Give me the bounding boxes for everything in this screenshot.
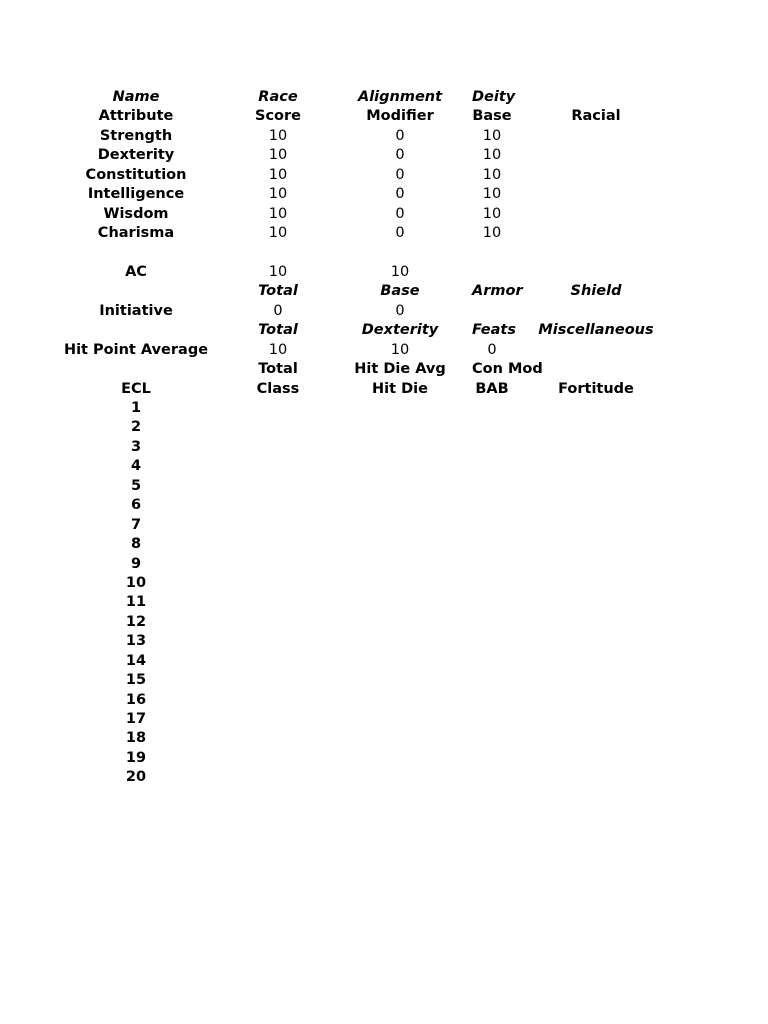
- cell-col-5[interactable]: [512, 671, 680, 690]
- cell-label[interactable]: 8: [130, 536, 142, 553]
- cell-label[interactable]: 17: [125, 711, 147, 727]
- cell-col-2[interactable]: 0: [273, 302, 283, 319]
- cell-col-2[interactable]: Class: [256, 380, 300, 397]
- cell-label[interactable]: 18: [125, 730, 147, 747]
- cell-label[interactable]: [44, 244, 228, 263]
- cell-col-5[interactable]: [512, 457, 680, 476]
- sheet-row: [44, 244, 684, 263]
- cell-col-5[interactable]: Fortitude: [558, 380, 634, 397]
- cell-col-5[interactable]: [512, 185, 680, 204]
- sheet-row: [44, 321, 684, 340]
- cell-col-2[interactable]: [228, 593, 328, 612]
- cell-col-3[interactable]: [328, 613, 472, 632]
- cell-col-2[interactable]: 10: [268, 263, 288, 280]
- cell-col-4[interactable]: 0: [487, 341, 497, 358]
- cell-label[interactable]: 2: [130, 419, 142, 436]
- cell-col-5[interactable]: [512, 127, 680, 146]
- character-sheet: [44, 88, 684, 788]
- cell-col-4[interactable]: 10: [482, 147, 502, 164]
- cell-col-5[interactable]: [512, 535, 680, 554]
- cell-col-4[interactable]: [472, 574, 512, 593]
- cell-col-2[interactable]: [228, 729, 328, 748]
- cell-label[interactable]: 20: [125, 769, 147, 786]
- cell-col-2[interactable]: 10: [268, 186, 288, 203]
- cell-col-2[interactable]: [228, 496, 328, 515]
- cell-col-3[interactable]: Alignment: [357, 89, 443, 105]
- sheet-row: [44, 438, 684, 457]
- cell-col-4[interactable]: 10: [482, 225, 502, 242]
- cell-col-5[interactable]: [512, 613, 680, 632]
- cell-col-5[interactable]: [512, 263, 680, 282]
- cell-col-5[interactable]: [512, 341, 680, 360]
- cell-col-4[interactable]: [472, 302, 512, 321]
- sheet-row: [44, 127, 684, 146]
- cell-col-4[interactable]: [472, 438, 512, 457]
- cell-col-4[interactable]: BAB: [475, 380, 509, 397]
- cell-col-3[interactable]: [328, 710, 472, 729]
- sheet-row: [44, 477, 684, 496]
- cell-col-3[interactable]: [328, 652, 472, 671]
- cell-col-5[interactable]: [512, 244, 680, 263]
- cell-col-3[interactable]: [328, 593, 472, 612]
- cell-col-5[interactable]: [512, 574, 680, 593]
- cell-col-3[interactable]: [328, 768, 472, 787]
- cell-label[interactable]: 16: [125, 691, 147, 708]
- sheet-row: [44, 768, 684, 787]
- cell-label[interactable]: Charisma: [97, 225, 175, 242]
- cell-col-3[interactable]: Modifier: [366, 108, 434, 125]
- cell-col-2[interactable]: [228, 671, 328, 690]
- cell-col-3[interactable]: [328, 418, 472, 437]
- cell-col-2[interactable]: Race: [258, 89, 298, 105]
- cell-col-5[interactable]: [512, 146, 680, 165]
- cell-col-3[interactable]: 10: [390, 263, 410, 280]
- cell-col-3[interactable]: [328, 496, 472, 515]
- sheet-row: [44, 593, 684, 612]
- cell-label[interactable]: Constitution: [85, 166, 187, 183]
- cell-col-5[interactable]: [512, 399, 680, 418]
- cell-label[interactable]: Hit Point Average: [63, 341, 209, 358]
- cell-col-4[interactable]: [472, 457, 512, 476]
- cell-col-3[interactable]: [328, 691, 472, 710]
- cell-col-2[interactable]: Total: [258, 322, 298, 339]
- sheet-row: [44, 457, 684, 476]
- sheet-row: [44, 399, 684, 418]
- cell-col-4[interactable]: [472, 729, 512, 748]
- cell-col-4[interactable]: Deity: [472, 89, 516, 105]
- cell-col-4[interactable]: [472, 710, 512, 729]
- cell-col-2[interactable]: Total: [258, 283, 298, 300]
- cell-col-2[interactable]: [228, 535, 328, 554]
- cell-label[interactable]: Name: [112, 89, 160, 105]
- cell-col-2[interactable]: [228, 418, 328, 437]
- sheet-row: [44, 282, 684, 301]
- sheet-row: [44, 360, 684, 379]
- cell-col-4[interactable]: [472, 496, 512, 515]
- cell-col-4[interactable]: [472, 632, 512, 651]
- sheet-row: [44, 88, 684, 107]
- sheet-row: [44, 496, 684, 515]
- cell-col-5[interactable]: Miscellaneous: [538, 322, 654, 339]
- sheet-row: [44, 691, 684, 710]
- sheet-row: [44, 516, 684, 535]
- cell-label[interactable]: ECL: [121, 380, 151, 397]
- sheet-row: [44, 380, 684, 399]
- cell-col-5[interactable]: [512, 768, 680, 787]
- cell-col-2[interactable]: [228, 691, 328, 710]
- cell-col-3[interactable]: [328, 477, 472, 496]
- cell-col-4[interactable]: 10: [482, 205, 502, 222]
- cell-col-3[interactable]: [328, 729, 472, 748]
- sheet-row: [44, 729, 684, 748]
- cell-col-5[interactable]: [512, 516, 680, 535]
- sheet-row: [44, 671, 684, 690]
- sheet-row: [44, 302, 684, 321]
- cell-col-4[interactable]: [472, 593, 512, 612]
- cell-label[interactable]: [44, 321, 228, 340]
- cell-col-2[interactable]: [228, 477, 328, 496]
- sheet-row: [44, 341, 684, 360]
- sheet-row: [44, 146, 684, 165]
- cell-col-4[interactable]: 10: [482, 127, 502, 144]
- cell-col-3[interactable]: [328, 399, 472, 418]
- cell-col-3[interactable]: [328, 749, 472, 768]
- cell-col-2[interactable]: [228, 613, 328, 632]
- cell-col-4[interactable]: [472, 516, 512, 535]
- cell-col-3[interactable]: [328, 535, 472, 554]
- cell-col-4[interactable]: [472, 691, 512, 710]
- cell-col-4[interactable]: [472, 671, 512, 690]
- cell-label[interactable]: 15: [125, 672, 147, 689]
- cell-col-3[interactable]: 0: [395, 127, 405, 144]
- cell-label[interactable]: 11: [125, 594, 147, 611]
- cell-col-5[interactable]: [512, 593, 680, 612]
- cell-col-2[interactable]: 10: [268, 127, 288, 144]
- cell-col-4[interactable]: 10: [482, 166, 502, 183]
- cell-label[interactable]: Intelligence: [87, 186, 185, 203]
- cell-label[interactable]: Wisdom: [103, 205, 169, 222]
- cell-label[interactable]: [44, 282, 228, 301]
- cell-col-4[interactable]: [472, 555, 512, 574]
- cell-col-3[interactable]: [328, 438, 472, 457]
- cell-col-5[interactable]: [512, 710, 680, 729]
- cell-col-4[interactable]: [472, 652, 512, 671]
- sheet-row: [44, 107, 684, 126]
- cell-label[interactable]: Attribute: [98, 108, 174, 125]
- cell-col-5[interactable]: [512, 224, 680, 243]
- cell-label[interactable]: 13: [125, 633, 147, 650]
- cell-col-2[interactable]: 10: [268, 225, 288, 242]
- cell-col-5[interactable]: [512, 555, 680, 574]
- cell-col-3[interactable]: 10: [390, 341, 410, 358]
- cell-col-5[interactable]: [512, 632, 680, 651]
- cell-label[interactable]: 12: [125, 613, 147, 630]
- cell-label[interactable]: 6: [130, 497, 142, 514]
- cell-col-2[interactable]: Score: [255, 108, 301, 125]
- cell-col-5[interactable]: [512, 477, 680, 496]
- sheet-row: [44, 555, 684, 574]
- cell-col-3[interactable]: [328, 555, 472, 574]
- cell-col-2[interactable]: [228, 749, 328, 768]
- cell-label[interactable]: 4: [130, 458, 142, 475]
- cell-label[interactable]: 14: [125, 652, 147, 669]
- cell-col-2[interactable]: 10: [268, 166, 288, 183]
- cell-col-2[interactable]: 10: [268, 147, 288, 164]
- cell-col-2[interactable]: Total: [258, 361, 298, 378]
- cell-col-4[interactable]: [472, 263, 512, 282]
- cell-label[interactable]: [44, 360, 228, 379]
- cell-col-5[interactable]: [512, 652, 680, 671]
- cell-label[interactable]: Strength: [99, 127, 173, 144]
- cell-col-5[interactable]: Shield: [570, 283, 622, 300]
- sheet-row: [44, 710, 684, 729]
- cell-col-5[interactable]: [512, 496, 680, 515]
- cell-col-4[interactable]: Feats: [472, 322, 516, 339]
- cell-col-3[interactable]: 0: [395, 205, 405, 222]
- sheet-row: [44, 185, 684, 204]
- cell-label[interactable]: Initiative: [99, 302, 173, 319]
- sheet-row: [44, 166, 684, 185]
- cell-col-3[interactable]: Hit Die: [372, 380, 428, 397]
- cell-col-2[interactable]: [228, 438, 328, 457]
- sheet-row: [44, 632, 684, 651]
- sheet-row: [44, 652, 684, 671]
- cell-col-4[interactable]: [472, 749, 512, 768]
- cell-col-2[interactable]: [228, 574, 328, 593]
- cell-col-2[interactable]: [228, 516, 328, 535]
- cell-col-2[interactable]: [228, 457, 328, 476]
- cell-col-4[interactable]: [472, 613, 512, 632]
- cell-col-4[interactable]: [472, 244, 512, 263]
- cell-col-4[interactable]: [472, 477, 512, 496]
- cell-col-3[interactable]: [328, 457, 472, 476]
- cell-col-2[interactable]: [228, 244, 328, 263]
- cell-label[interactable]: 19: [125, 749, 147, 766]
- cell-col-3[interactable]: Base: [380, 283, 420, 300]
- cell-col-3[interactable]: [328, 574, 472, 593]
- sheet-row: [44, 205, 684, 224]
- cell-col-4[interactable]: Con Mod: [472, 361, 543, 378]
- cell-label[interactable]: 10: [125, 574, 147, 591]
- cell-col-3[interactable]: 0: [395, 186, 405, 203]
- sheet-row: [44, 613, 684, 632]
- cell-col-2[interactable]: [228, 399, 328, 418]
- cell-label[interactable]: 1: [130, 400, 142, 416]
- cell-col-5[interactable]: [512, 166, 680, 185]
- cell-col-3[interactable]: [328, 516, 472, 535]
- cell-label[interactable]: 7: [130, 516, 142, 533]
- cell-col-5[interactable]: [512, 418, 680, 437]
- cell-col-5[interactable]: [512, 749, 680, 768]
- cell-col-4[interactable]: [472, 768, 512, 787]
- cell-col-5[interactable]: Racial: [571, 108, 621, 125]
- sheet-row: [44, 749, 684, 768]
- cell-col-2[interactable]: [228, 555, 328, 574]
- cell-col-5[interactable]: [512, 438, 680, 457]
- cell-col-3[interactable]: [328, 632, 472, 651]
- sheet-row: [44, 224, 684, 243]
- sheet-row: [44, 263, 684, 282]
- sheet-row: [44, 574, 684, 593]
- cell-col-5[interactable]: [512, 302, 680, 321]
- cell-label[interactable]: AC: [125, 263, 147, 280]
- cell-col-3[interactable]: [328, 671, 472, 690]
- cell-col-3[interactable]: Hit Die Avg: [354, 361, 446, 378]
- cell-col-3[interactable]: [328, 244, 472, 263]
- cell-col-3[interactable]: 0: [395, 166, 405, 183]
- cell-col-2[interactable]: 10: [268, 341, 288, 358]
- cell-col-5[interactable]: [512, 691, 680, 710]
- cell-col-2[interactable]: 10: [268, 205, 288, 222]
- cell-col-5[interactable]: [512, 360, 680, 379]
- cell-col-3[interactable]: 0: [395, 147, 405, 164]
- cell-col-4[interactable]: [472, 399, 512, 418]
- cell-col-4[interactable]: Armor: [472, 283, 523, 300]
- cell-col-2[interactable]: [228, 710, 328, 729]
- cell-col-5[interactable]: [512, 205, 680, 224]
- cell-label[interactable]: Dexterity: [97, 147, 175, 164]
- sheet-row: [44, 535, 684, 554]
- cell-col-2[interactable]: [228, 652, 328, 671]
- cell-col-5[interactable]: [512, 729, 680, 748]
- cell-col-4[interactable]: [472, 535, 512, 554]
- sheet-row: [44, 418, 684, 437]
- cell-label[interactable]: 9: [130, 555, 142, 572]
- cell-col-4[interactable]: [472, 418, 512, 437]
- cell-label[interactable]: 3: [130, 438, 142, 455]
- cell-col-3[interactable]: 0: [395, 302, 405, 319]
- cell-col-5[interactable]: [512, 88, 680, 107]
- cell-label[interactable]: 5: [130, 477, 142, 494]
- cell-col-2[interactable]: [228, 768, 328, 787]
- cell-col-4[interactable]: 10: [482, 186, 502, 203]
- cell-col-3[interactable]: Dexterity: [361, 322, 439, 339]
- cell-col-3[interactable]: 0: [395, 225, 405, 242]
- cell-col-2[interactable]: [228, 632, 328, 651]
- cell-col-4[interactable]: Base: [472, 108, 512, 125]
